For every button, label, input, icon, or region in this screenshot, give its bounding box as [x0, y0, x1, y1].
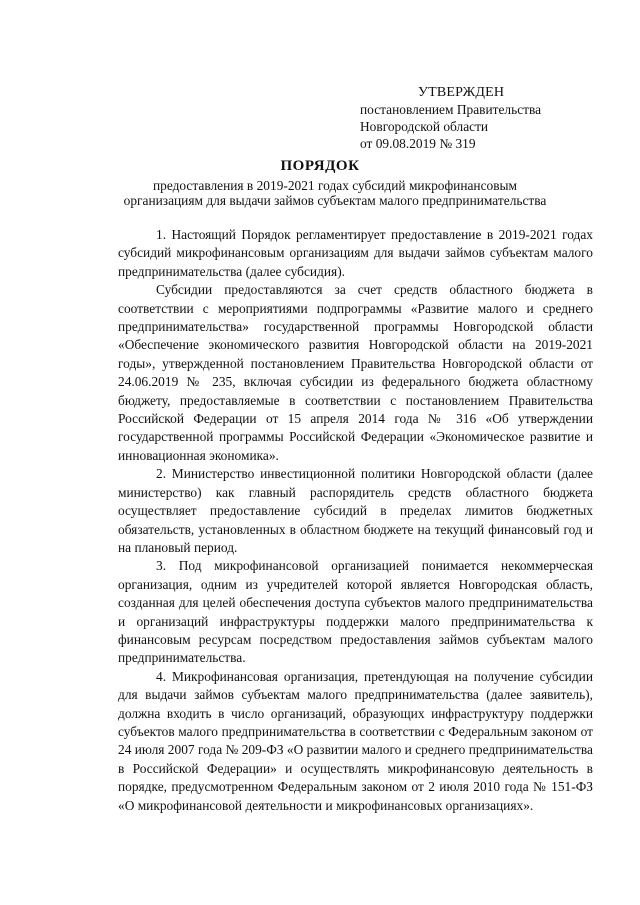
paragraph-3: 3. Под микрофинансовой организацией понимается некоммерческая организация, одним из учредителей которой является Новгородская область, созданная для целей обеспечения доступа субъектов малого предпринимательства и организаций инфраструктуры поддержки малого предпринимательства к финансовым ресурсам посредством предоставления займов субъектам малого предпринимательства.	[118, 558, 593, 666]
paragraph-1: 1. Настоящий Порядок регламентирует предоставление в 2019-2021 годах субсидий микрофинансовым организациям для выдачи займов субъектам малого предпринимательства (далее субсидия).	[118, 227, 593, 279]
document-body	[118, 226, 593, 815]
approval-date-line: от 09.08.2019 № 319	[360, 136, 476, 151]
paragraph-subsidy-sources: Субсидии предоставляются за счет средств областного бюджета в соответствии с мероприятиями подпрограммы «Развитие малого и среднего предпринимательства» государственной программы Новгородской области «Обеспечение экономического развития Новгородской области на 2019-2021 годы», утвержденной постановлением Правительства Новгородской области от 24.06.2019 № 235, включая субсидии из федерального бюджета областному бюджету, предоставляемые в соответствии с постановлением Правительства Российской Федерации от 15 апреля 2014 года № 316 «Об утверждении государственной программы Российской Федерации «Экономическое развитие и инновационная экономика».	[118, 282, 593, 463]
approval-heading: УТВЕРЖДЕН	[418, 85, 505, 100]
paragraph-4: 4. Микрофинансовая организация, претендующая на получение субсидии для выдачи займов субъектам малого предпринимательства (далее заявитель), должна входить в число организаций, образующих инфраструктуру поддержки субъектов малого предпринимательства в соответствии с Федеральным законом от 24 июля 2007 года № 209-ФЗ «О развитии малого и среднего предпринимательства в Российской Федерации» и осуществлять микрофинансовую деятельность в порядке, предусмотренном Федеральным законом от 2 июля 2010 года № 151-ФЗ «О микрофинансовой деятельности и микрофинансовых организациях».	[118, 668, 593, 813]
approval-line: постановлением Правительства	[360, 102, 542, 117]
document-subtitle	[100, 178, 570, 208]
approval-block	[360, 84, 541, 152]
subtitle-line: предоставления в 2019-2021 годах субсидий микрофинансовым	[152, 178, 518, 193]
document-title: ПОРЯДОК	[280, 158, 360, 174]
paragraph-2: 2. Министерство инвестиционной политики Новгородской области (далее министерство) как главный распорядитель средств областного бюджета осуществляет предоставление субсидий в пределах лимитов бюджетных обязательств, установленных в областном бюджете на текущий финансовый год и на плановый период.	[118, 466, 593, 555]
approval-line: Новгородской области	[360, 119, 489, 134]
subtitle-line: организациям для выдачи займов субъектам малого предпринимательства	[123, 193, 547, 208]
